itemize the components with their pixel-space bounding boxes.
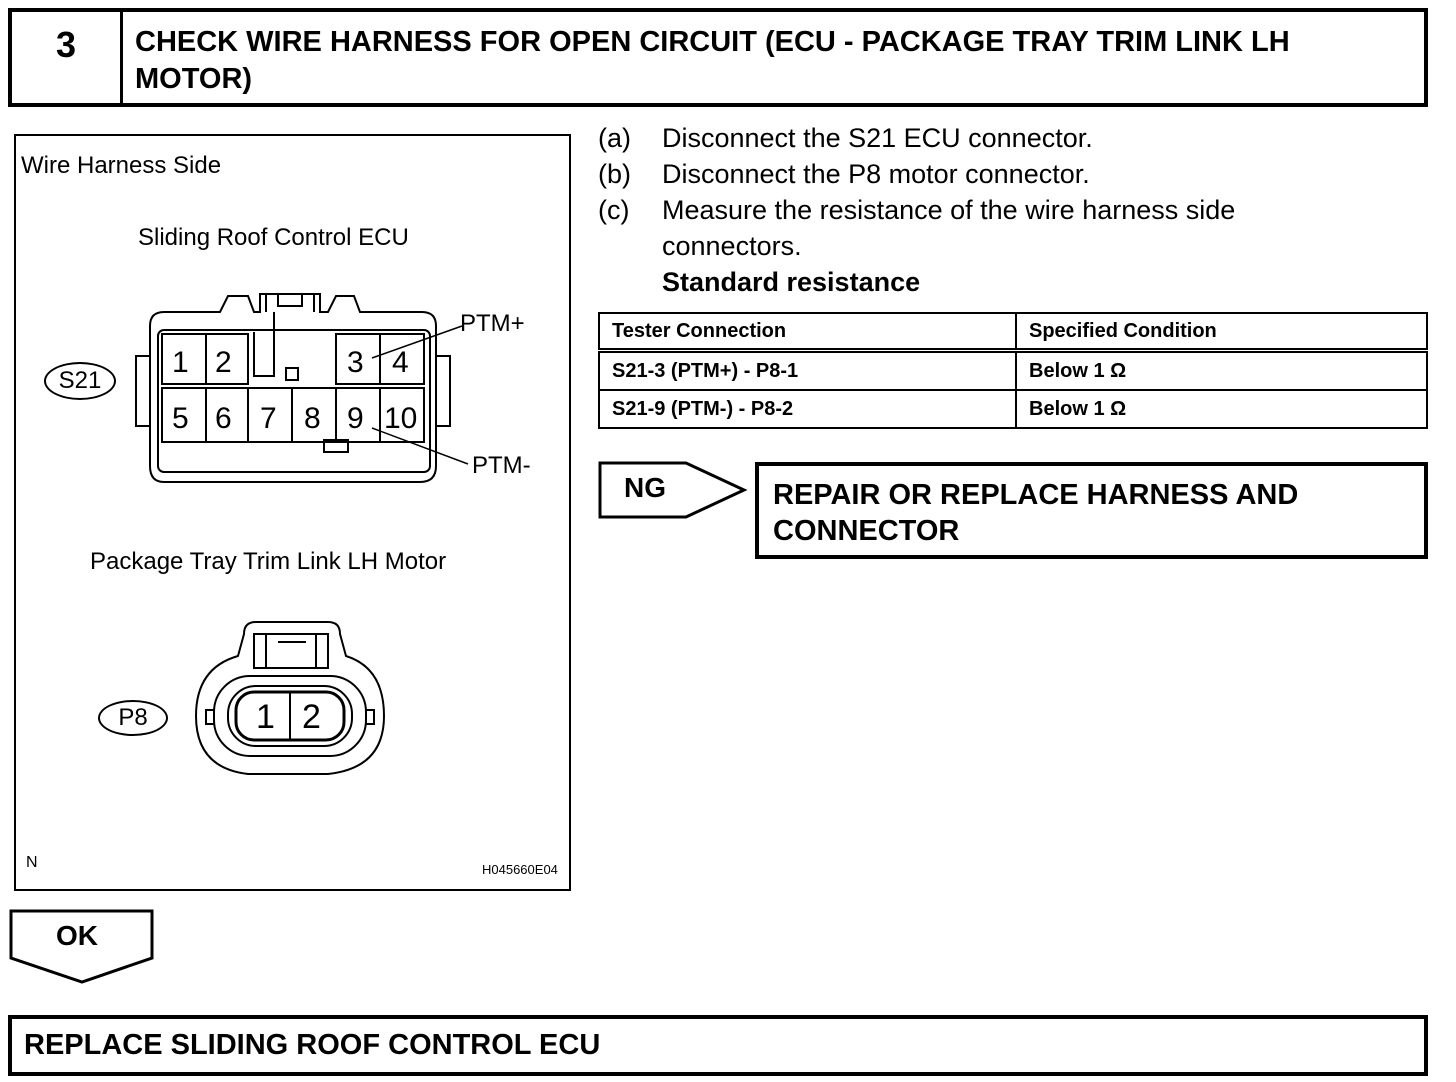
ptm-plus-label: PTM+ [460,310,525,337]
table-header-row [599,313,1427,351]
table-cell: Below 1 Ω [1016,390,1427,428]
step-text: Measure the resistance of the wire harness side connectors. [662,195,1236,261]
ecu-pin-5: 5 [172,402,189,435]
step-letter: (a) [598,123,631,153]
ecu-pin-10: 10 [384,402,418,435]
ng-action-box: REPAIR OR REPLACE HARNESS AND CONNECTOR [755,462,1428,559]
motor-pin-2: 2 [302,698,321,736]
table-cell: S21-9 (PTM-) - P8-2 [599,390,1016,428]
step-title: CHECK WIRE HARNESS FOR OPEN CIRCUIT (ECU - PACKAGE TRAY TRIM LINK LH MOTOR) [135,26,1290,95]
ng-arrow-shape [598,460,748,520]
resistance-table [598,312,1428,429]
ecu-pin-6: 6 [215,402,232,435]
step-letter: (b) [598,159,631,189]
wire-harness-side-label: Wire Harness Side [21,152,222,179]
step-header [8,8,1428,107]
ecu-connector-body [136,294,450,482]
step-text: Disconnect the S21 ECU connector. [662,123,1093,153]
ecu-pin-8: 8 [304,402,321,435]
ng-arrow [598,460,748,520]
step-b [598,156,1428,192]
ok-action-box: REPLACE SLIDING ROOF CONTROL ECU [8,1015,1428,1076]
ok-arrow [8,908,156,986]
ecu-title: Sliding Roof Control ECU [138,224,409,251]
table-row [599,351,1427,391]
ecu-connector-id: S21 [44,362,116,400]
table-header: Tester Connection [599,313,1016,351]
table-cell: Below 1 Ω [1016,351,1427,391]
ecu-pin-4: 4 [392,346,409,379]
figure-code: H045660E04 [482,862,558,877]
ptm-minus-label: PTM- [472,452,531,479]
step-c [598,192,1428,264]
standard-resistance-label: Standard resistance [662,267,921,297]
step-letter: (c) [598,195,630,225]
motor-connector-id: P8 [98,700,168,736]
table-cell: S21-3 (PTM+) - P8-1 [599,351,1016,391]
motor-title: Package Tray Trim Link LH Motor [90,548,447,575]
ng-label: NG [624,472,666,503]
ecu-pin-9: 9 [347,402,364,435]
step-text: Disconnect the P8 motor connector. [662,159,1090,189]
ecu-pin-7: 7 [260,402,277,435]
corner-mark: N [26,854,38,871]
ok-label: OK [56,920,98,951]
ecu-pin-3: 3 [347,346,364,379]
ecu-pin-1: 1 [172,346,189,379]
connector-drawing [16,136,569,889]
step-a [598,120,1428,156]
ecu-pin-2: 2 [215,346,232,379]
table-header: Specified Condition [1016,313,1427,351]
connector-figure [14,134,571,891]
table-row [599,390,1427,428]
motor-pin-1: 1 [256,698,275,736]
motor-connector-body [196,622,384,774]
procedure-steps [598,120,1428,300]
step-number: 3 [12,12,123,103]
